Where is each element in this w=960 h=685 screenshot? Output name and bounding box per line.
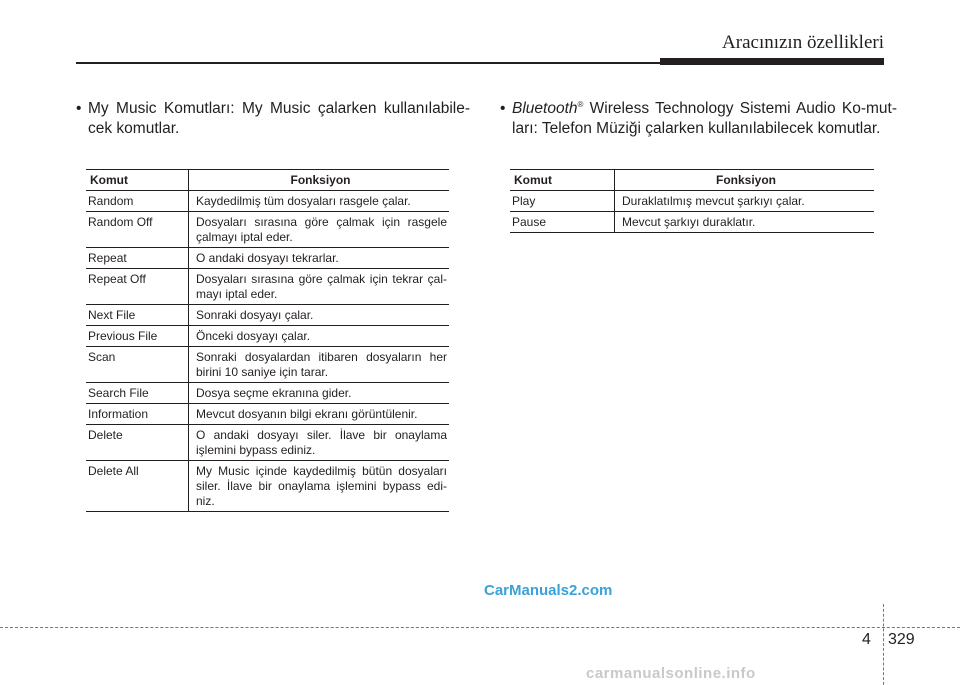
- function-cell: Sonraki dosyalardan itibaren dosyaların her birini 10 saniye için tarar.: [189, 347, 450, 383]
- bluetooth-intro: [500, 99, 897, 139]
- header-rule-accent: [660, 58, 884, 65]
- function-cell: O andaki dosyayı siler. İlave bir onaylama işlemini bypass ediniz.: [189, 425, 450, 461]
- table-row: [86, 212, 449, 248]
- header-rule: [76, 62, 676, 64]
- command-cell: Random Off: [86, 212, 189, 248]
- command-cell: Delete All: [86, 461, 189, 512]
- bluetooth-intro-text: Wireless Technology Sistemi Audio Ko-mut-ları: Telefon Müziği çalarken kullanılabilecek komutlar.: [512, 100, 897, 137]
- table-row: [510, 191, 874, 212]
- command-cell: Previous File: [86, 326, 189, 347]
- command-cell: Next File: [86, 305, 189, 326]
- function-cell: Sonraki dosyayı çalar.: [189, 305, 450, 326]
- table-row: [86, 191, 449, 212]
- table-row: [86, 326, 449, 347]
- my-music-commands-table: [86, 169, 449, 512]
- table-row: [86, 347, 449, 383]
- command-cell: Play: [510, 191, 615, 212]
- function-cell: O andaki dosyayı tekrarlar.: [189, 248, 450, 269]
- command-cell: Random: [86, 191, 189, 212]
- table-row: [86, 425, 449, 461]
- bluetooth-brand: Bluetooth: [512, 100, 578, 117]
- function-cell: Dosyaları sırasına göre çalmak için tekrar çal-mayı iptal eder.: [189, 269, 450, 305]
- command-cell: Information: [86, 404, 189, 425]
- command-cell: Scan: [86, 347, 189, 383]
- my-music-intro: [76, 99, 470, 139]
- table-row: [86, 305, 449, 326]
- function-cell: My Music içinde kaydedilmiş bütün dosyaları siler. İlave bir onaylama işlemini bypass edi-niz.: [189, 461, 450, 512]
- column-header-command: Komut: [510, 170, 615, 191]
- function-cell: Kaydedilmiş tüm dosyaları rasgele çalar.: [189, 191, 450, 212]
- command-cell: Pause: [510, 212, 615, 233]
- function-cell: Önceki dosyayı çalar.: [189, 326, 450, 347]
- registered-mark: ®: [577, 99, 584, 109]
- function-cell: Mevcut dosyanın bilgi ekranı görüntülenir.: [189, 404, 450, 425]
- command-cell: Search File: [86, 383, 189, 404]
- bullet-icon: •: [76, 100, 82, 117]
- function-cell: Duraklatılmış mevcut şarkıyı çalar.: [615, 191, 875, 212]
- watermark-link[interactable]: CarManuals2.com: [484, 582, 613, 599]
- footer-dashed-rule: [0, 627, 960, 628]
- footer-site-link[interactable]: carmanualsonline.info: [586, 665, 756, 682]
- command-cell: Repeat Off: [86, 269, 189, 305]
- table-row: [86, 269, 449, 305]
- column-header-command: Komut: [86, 170, 189, 191]
- table-row: [86, 383, 449, 404]
- page-number: 329: [888, 631, 915, 648]
- table-row: [86, 404, 449, 425]
- chapter-number: 4: [862, 631, 871, 648]
- command-cell: Repeat: [86, 248, 189, 269]
- table-row: [510, 212, 874, 233]
- header-title: Aracınızın özellikleri: [722, 32, 884, 53]
- table-row: [86, 248, 449, 269]
- my-music-intro-text: My Music Komutları: My Music çalarken kullanılabile-cek komutlar.: [88, 100, 470, 137]
- footer-dashed-divider: [883, 604, 884, 685]
- table-row: [86, 461, 449, 512]
- function-cell: Dosyaları sırasına göre çalmak için rasgele çalmayı iptal eder.: [189, 212, 450, 248]
- bullet-icon: •: [500, 100, 506, 117]
- command-cell: Delete: [86, 425, 189, 461]
- column-header-function: Fonksiyon: [189, 170, 450, 191]
- column-header-function: Fonksiyon: [615, 170, 875, 191]
- function-cell: Dosya seçme ekranına gider.: [189, 383, 450, 404]
- function-cell: Mevcut şarkıyı duraklatır.: [615, 212, 875, 233]
- bluetooth-commands-table: [510, 169, 874, 233]
